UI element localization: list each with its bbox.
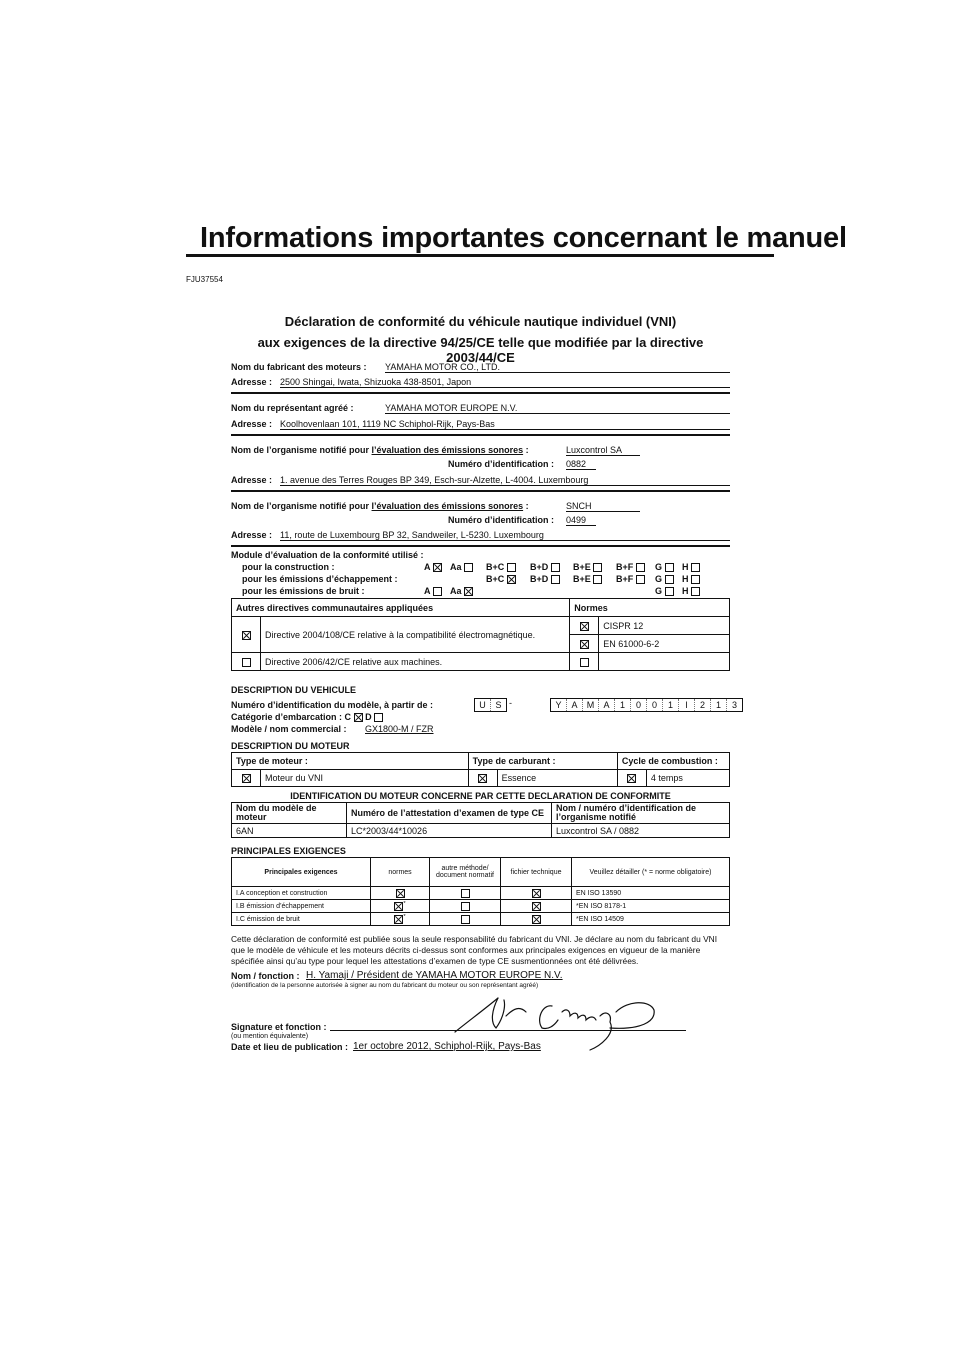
manufacturer-value: YAMAHA MOTOR CO., LTD. <box>385 362 730 373</box>
cycle-header: Cycle de combustion : <box>617 753 729 770</box>
directives-header: Autres directives communautaires appliquées <box>232 599 570 617</box>
notified-body: Luxcontrol SA / 0882 <box>552 824 730 838</box>
directive-row: Directive 2006/42/CE relative aux machines. <box>261 653 570 671</box>
date-value: 1er octobre 2012, Schiphol-Rijk, Pays-Bas <box>353 1041 541 1052</box>
manufacturer-address: 2500 Shingai, Iwata, Shizuoka 438-8501, Japon <box>280 377 730 388</box>
manufacturer-address-label: Adresse : <box>231 377 273 387</box>
fuel-type: Essence <box>497 770 617 787</box>
norm-check <box>570 635 599 653</box>
fuel-check <box>468 770 497 787</box>
rep-label: Nom du représentant agréé : <box>231 403 354 413</box>
checkbox-checked <box>478 774 487 783</box>
body2-name: SNCH <box>566 501 640 512</box>
page-title: Informations importantes concernant le manuel <box>200 222 847 254</box>
vin-label: Numéro d’identification du modèle, à partir de : <box>231 700 434 710</box>
checkbox-checked <box>433 563 442 572</box>
engine-model-header: Nom du modèle de moteur <box>232 803 347 824</box>
module-code: Aa <box>450 586 473 596</box>
checkbox-empty <box>374 713 383 722</box>
model-label: Modèle / nom commercial : <box>231 724 347 734</box>
vin-char: 1 <box>615 699 631 711</box>
detail-header: Veuillez détailler (* = norme obligatoire) <box>572 858 730 887</box>
vin-box-code <box>550 698 743 712</box>
cert-number: LC*2003/44*10026 <box>347 824 552 838</box>
module-code: B+F <box>616 574 645 584</box>
body1-label: Nom de l’organisme notifié pour l’évaluation des émissions sonores : <box>231 445 529 455</box>
body2-address-label: Adresse : <box>231 530 273 540</box>
signature-note: (ou mention équivalente) <box>231 1033 309 1040</box>
checkbox-checked <box>627 774 636 783</box>
signature-line <box>330 1030 686 1031</box>
checkbox-checked <box>394 914 406 924</box>
identification-table <box>231 802 730 838</box>
requirements-section-title: PRINCIPALES EXIGENCES <box>231 846 346 856</box>
checkbox-checked <box>464 587 473 596</box>
rep-address-label: Adresse : <box>231 419 273 429</box>
separator <box>231 434 730 436</box>
module-code: B+E <box>573 562 602 572</box>
directive-row: Directive 2004/108/CE relative à la compatibilité électromagnétique. <box>261 617 570 653</box>
fuel-type-header: Type de carburant : <box>468 753 617 770</box>
file-check <box>501 913 572 926</box>
checkbox-empty <box>691 563 700 572</box>
req-header: Principales exigences <box>232 858 371 887</box>
body1-id-label: Numéro d’identification : <box>448 459 555 469</box>
date-label: Date et lieu de publication : <box>231 1042 349 1052</box>
cycle-check <box>617 770 646 787</box>
norms-col-header: normes <box>371 858 430 887</box>
body2-label: Nom de l’organisme notifié pour l’évaluation des émissions sonores : <box>231 501 529 511</box>
vin-char: 0 <box>631 699 647 711</box>
module-code: B+E <box>573 574 602 584</box>
other-check <box>430 887 501 900</box>
checkbox-empty <box>636 575 645 584</box>
module-code: B+C <box>486 574 516 584</box>
rep-value: YAMAHA MOTOR EUROPE N.V. <box>385 403 730 414</box>
vin-char: 0 <box>647 699 663 711</box>
other-check <box>430 913 501 926</box>
other-check <box>430 900 501 913</box>
cycle-value: 4 temps <box>646 770 729 787</box>
manufacturer-label: Nom du fabricant des moteurs : <box>231 362 367 372</box>
norms-header: Normes <box>570 599 730 617</box>
file-check <box>501 887 572 900</box>
vin-char: 1 <box>663 699 679 711</box>
vin-dash: - <box>509 698 512 708</box>
tech-file-header: fichier technique <box>501 858 572 887</box>
modules-noise-label: pour les émissions de bruit : <box>242 586 365 596</box>
checkbox-empty <box>507 563 516 572</box>
body2-address: 11, route de Luxembourg BP 32, Sandweiler, L-5230. Luxembourg <box>280 530 730 541</box>
norms-check <box>371 887 430 900</box>
checkbox-empty <box>593 575 602 584</box>
declaration-title: Déclaration de conformité du véhicule nautique individuel (VNI) <box>284 314 677 329</box>
checkbox-empty <box>461 902 470 911</box>
notified-body-header: Nom / numéro d’identification de l’organisme notifié <box>552 803 730 824</box>
checkbox-checked <box>532 915 541 924</box>
module-code: H <box>682 586 700 596</box>
module-code: A <box>424 586 442 596</box>
body1-name: Luxcontrol SA <box>566 445 640 456</box>
cert-header: Numéro de l’attestation d’examen de type CE <box>347 803 552 824</box>
module-code: B+F <box>616 562 645 572</box>
checkbox-checked <box>242 631 251 640</box>
norm-check <box>570 653 599 671</box>
body2-id: 0499 <box>566 515 596 526</box>
vin-box-country <box>474 698 507 712</box>
norm-check <box>570 617 599 635</box>
body1-address-label: Adresse : <box>231 475 273 485</box>
title-rule <box>186 254 774 257</box>
mandatory-star: * <box>403 901 406 907</box>
module-code: B+D <box>530 562 560 572</box>
category-row: Catégorie d’embarcation : C D <box>231 712 383 722</box>
checkbox-checked <box>394 901 406 911</box>
mandatory-star: * <box>403 914 406 920</box>
separator <box>231 392 730 394</box>
vin-char: 1 <box>711 699 727 711</box>
norm-value <box>599 653 730 671</box>
checkbox-empty <box>242 658 251 667</box>
engine-type: Moteur du VNI <box>261 770 469 787</box>
checkbox-checked <box>580 640 589 649</box>
checkbox-empty <box>691 575 700 584</box>
identification-section-title: IDENTIFICATION DU MOTEUR CONCERNE PAR CETTE DECLARATION DE CONFORMITE <box>290 791 671 801</box>
name-function-label: Nom / fonction : <box>231 971 300 981</box>
module-code: G <box>655 574 674 584</box>
module-code: H <box>682 574 700 584</box>
module-code: G <box>655 586 674 596</box>
requirements-table <box>231 857 730 926</box>
vin-char: A <box>599 699 615 711</box>
checkbox-empty <box>551 563 560 572</box>
checkbox-checked <box>354 713 363 722</box>
module-code: B+D <box>530 574 560 584</box>
engine-table <box>231 752 730 787</box>
vin-char: U <box>475 699 491 711</box>
vin-char: S <box>495 700 502 710</box>
signature-label: Signature et fonction : <box>231 1022 327 1032</box>
modules-construction-label: pour la construction : <box>242 562 335 572</box>
req-name: I.A conception et construction <box>232 887 371 900</box>
vehicle-section-title: DESCRIPTION DU VEHICULE <box>231 685 357 695</box>
checkbox-checked <box>396 889 405 898</box>
body2-id-label: Numéro d’identification : <box>448 515 555 525</box>
checkbox-checked <box>580 622 589 631</box>
norm-value: EN 61000-6-2 <box>599 635 730 653</box>
name-function-note: (identification de la personne autorisée à signer au nom du fabricant du moteur ou son représentant agréé) <box>231 982 539 989</box>
directive-check <box>232 653 261 671</box>
checkbox-empty <box>691 587 700 596</box>
modules-title: Module d’évaluation de la conformité utilisé : <box>231 550 424 560</box>
norms-check <box>371 913 430 926</box>
model-value: GX1800-M / FZR <box>365 724 434 734</box>
file-check <box>501 900 572 913</box>
module-code: H <box>682 562 700 572</box>
checkbox-empty <box>593 563 602 572</box>
checkbox-checked <box>507 575 516 584</box>
checkbox-empty <box>461 915 470 924</box>
vin-char: A <box>567 699 583 711</box>
vin-char: 3 <box>731 700 737 710</box>
req-name: I.C émission de bruit <box>232 913 371 926</box>
checkbox-empty <box>433 587 442 596</box>
module-code: Aa <box>450 562 473 572</box>
engine-type-header: Type de moteur : <box>232 753 469 770</box>
module-code: A <box>424 562 442 572</box>
checkbox-empty <box>580 658 589 667</box>
req-detail: *EN ISO 14509 <box>572 913 730 926</box>
req-detail: *EN ISO 8178-1 <box>572 900 730 913</box>
engine-model: 6AN <box>232 824 347 838</box>
other-method-header: autre méthode/ document normatif <box>430 858 501 887</box>
directive-check <box>232 617 261 653</box>
checkbox-checked <box>532 889 541 898</box>
checkbox-checked <box>532 902 541 911</box>
checkbox-empty <box>665 587 674 596</box>
checkbox-empty <box>551 575 560 584</box>
vin-char: Y <box>551 699 567 711</box>
body1-address: 1. avenue des Terres Rouges BP 349, Esch-sur-Alzette, L-4004. Luxembourg <box>280 475 730 486</box>
req-name: I.B émission d’échappement <box>232 900 371 913</box>
norms-check <box>371 900 430 913</box>
req-detail: EN ISO 13590 <box>572 887 730 900</box>
vin-char: I <box>679 699 695 711</box>
checkbox-empty <box>636 563 645 572</box>
checkbox-empty <box>665 575 674 584</box>
norm-value: CISPR 12 <box>599 617 730 635</box>
checkbox-checked <box>242 774 251 783</box>
name-function-value: H. Yamaji / Président de YAMAHA MOTOR EUROPE N.V. <box>306 970 563 981</box>
vin-char: 2 <box>695 699 711 711</box>
declaration-subtitle: aux exigences de la directive 94/25/CE telle que modifiée par la directive 2003/44/CE <box>257 335 704 365</box>
separator <box>231 545 730 547</box>
separator <box>231 490 730 492</box>
rep-address: Koolhovenlaan 101, 1119 NC Schiphol-Rijk, Pays-Bas <box>280 419 730 430</box>
directives-table <box>231 598 730 671</box>
vin-char: M <box>583 699 599 711</box>
engine-type-check <box>232 770 261 787</box>
checkbox-empty <box>461 889 470 898</box>
declaration-paragraph: Cette déclaration de conformité est publiée sous la seule responsabilité du fabricant du VNI. Je déclare au nom du fabricant du VNI que le modèle de véhicule et les moteurs décrits ci-dessus sont conformes aux principales exigences en vigueur de la manière spécifiée ainsi qu’au type pour lequel les attestations d’examen de type CE susmentionnées ont été délivrées. <box>231 934 718 966</box>
module-code: G <box>655 562 674 572</box>
checkbox-empty <box>464 563 473 572</box>
module-code: B+C <box>486 562 516 572</box>
document-code: FJU37554 <box>186 275 223 284</box>
body1-id: 0882 <box>566 459 596 470</box>
checkbox-empty <box>665 563 674 572</box>
modules-exhaust-label: pour les émissions d’échappement : <box>242 574 398 584</box>
engine-section-title: DESCRIPTION DU MOTEUR <box>231 741 350 751</box>
